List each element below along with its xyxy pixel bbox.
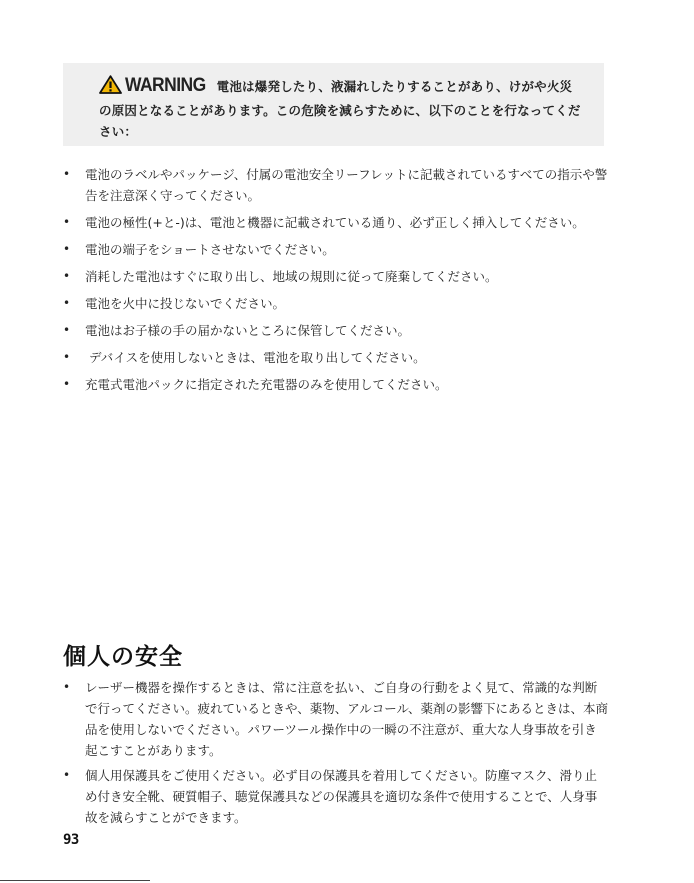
- list-item: • 電池はお子様の手の届かないところに保管してください。: [63, 320, 608, 341]
- battery-safety-list: [63, 164, 608, 401]
- list-item: • 電池のラベルやパッケージ、付属の電池安全リーフレットに記載されているすべての指示や警告を注意深く守ってください。: [63, 164, 608, 206]
- list-item: • 電池の端子をショートさせないでください。: [63, 239, 608, 260]
- bullet: •: [63, 296, 71, 310]
- list-item: • 電池を火中に投じないでください。: [63, 293, 608, 314]
- bullet: •: [63, 167, 71, 181]
- warning-text-block: [99, 75, 584, 142]
- section-title: 個人の安全: [63, 644, 183, 670]
- warning-triangle-icon: [99, 75, 122, 100]
- page-number: 93: [63, 832, 79, 848]
- bullet: •: [63, 323, 71, 337]
- bullet: •: [63, 269, 71, 283]
- bullet: •: [63, 350, 71, 364]
- bullet: •: [63, 377, 71, 391]
- bottom-rule: [0, 880, 150, 881]
- list-item: • 電池の極性(+と-)は、電池と機器に記載されている通り、必ず正しく挿入してください。: [63, 212, 608, 233]
- bullet: •: [63, 215, 71, 229]
- list-item: • レーザー機器を操作するときは、常に注意を払い、ご自身の行動をよく見て、常識的な判断で行ってください。疲れているときや、薬物、アルコール、薬剤の影響下にあるときは、本商品を使用しないでください。パワーツール操作中の一瞬の不注意が、重大な人身事故を引き起こすことがあります。: [63, 677, 608, 761]
- warning-label: WARNING: [125, 75, 206, 96]
- bullet: •: [63, 242, 71, 256]
- warning-box: [63, 63, 604, 146]
- bullet: •: [63, 768, 71, 782]
- list-item: • 充電式電池パックに指定された充電器のみを使用してください。: [63, 374, 608, 395]
- warning-message: 電池は爆発したり、液漏れしたりすることがあり、けがや火災の原因となることがあります。この危険を減らすために、以下のことを行なってください：: [99, 79, 581, 139]
- bullet: •: [63, 680, 71, 694]
- list-item: • 消耗した電池はすぐに取り出し、地域の規則に従って廃棄してください。: [63, 266, 608, 287]
- personal-safety-list: [63, 677, 608, 832]
- list-item: • 個人用保護具をご使用ください。必ず目の保護具を着用してください。防塵マスク、滑り止め付き安全靴、硬質帽子、聴覚保護具などの保護具を適切な条件で使用することで、人身事故を減らすことができます。: [63, 765, 608, 828]
- list-item: • デバイスを使用しないときは、電池を取り出してください。: [63, 347, 608, 368]
